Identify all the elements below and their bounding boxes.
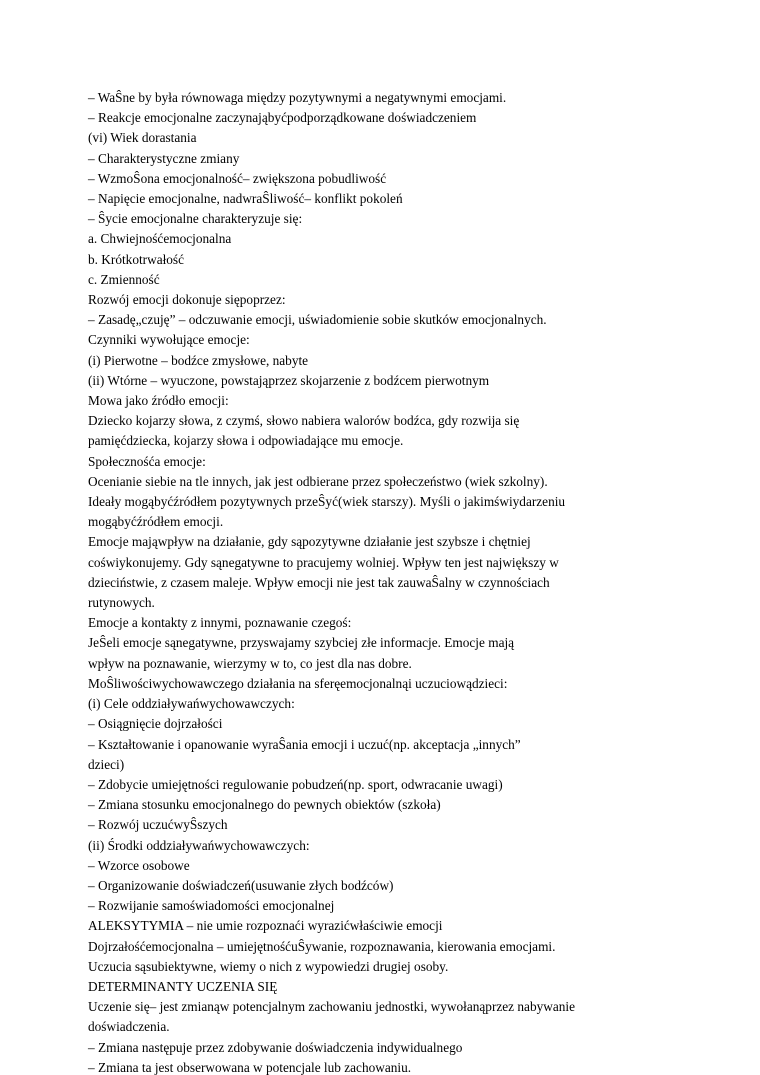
- text-line: – Kształtowanie i opanowanie wyraŜania emocji i uczuć(np. akceptacja „innych”: [88, 736, 521, 752]
- text-line: – Zmiana ta jest obserwowana w potencjale lub zachowaniu.: [88, 1059, 412, 1075]
- text-line: – WaŜne by była równowaga między pozytywnymi a negatywnymi emocjami.: [88, 90, 507, 105]
- text-line: – Zmiana stosunku emocjonalnego do pewnych obiektów (szkoła): [88, 797, 441, 813]
- text-line: a. Chwiejnośćemocjonalna: [88, 231, 232, 247]
- text-line: Emocje mająwpływ na działanie, gdy sąpozytywne działanie jest szybsze i chętniej: [88, 534, 531, 550]
- text-line: Ocenianie siebie na tle innych, jak jest odbierane przez społeczeństwo (wiek szkolny).: [88, 473, 548, 489]
- text-line: (ii) Wtórne – wyuczone, powstająprzez skojarzenie z bodźcem pierwotnym: [88, 372, 490, 388]
- text-line: – Rozwijanie samoświadomości emocjonalnej: [88, 898, 335, 914]
- text-line: Uczucia sąsubiektywne, wiemy o nich z wypowiedzi drugiej osoby.: [88, 958, 449, 974]
- text-line: (ii) Środki oddziaływańwychowawczych:: [88, 837, 310, 853]
- text-line: DETERMINANTY UCZENIA SIĘ: [88, 978, 278, 994]
- text-line: Ideały mogąbyćźródłem pozytywnych przeŜyć(wiek starszy). Myśli o jakimświydarzeniu: [88, 494, 566, 510]
- text-line: rutynowych.: [88, 595, 155, 611]
- text-line: – WzmoŜona emocjonalność– zwiększona pobudliwość: [88, 170, 387, 186]
- text-line: – Zmiana następuje przez zdobywanie doświadczenia indywidualnego: [88, 1039, 463, 1055]
- text-line: JeŜeli emocje sąnegatywne, przyswajamy szybciej złe informacje. Emocje mają: [88, 635, 515, 651]
- text-line: Społecznośća emocje:: [88, 453, 206, 469]
- text-line: – Charakterystyczne zmiany: [88, 150, 240, 166]
- text-line: (vi) Wiek dorastania: [88, 130, 197, 146]
- text-line: Dziecko kojarzy słowa, z czymś, słowo nabiera walorów bodźca, gdy rozwija się: [88, 413, 520, 429]
- text-line: – Zasadę„czuję” – odczuwanie emocji, uświadomienie sobie skutków emocjonalnych.: [88, 312, 547, 328]
- text-line: – Zdobycie umiejętności regulowanie pobudzeń(np. sport, odwracanie uwagi): [88, 776, 503, 792]
- text-line: (i) Cele oddziaływańwychowawczych:: [88, 696, 295, 712]
- text-line: – Ŝycie emocjonalne charakteryzuje się:: [88, 211, 303, 227]
- text-line: wpływ na poznawanie, wierzymy w to, co jest dla nas dobre.: [88, 655, 412, 671]
- text-line: b. Krótkotrwałość: [88, 251, 185, 267]
- text-line: Dojrzałośćemocjonalna – umiejętnośćuŜywanie, rozpoznawania, kierowania emocjami.: [88, 938, 556, 954]
- text-line: dzieci): [88, 756, 125, 772]
- text-line: – Wzorce osobowe: [88, 857, 190, 873]
- text-line: Czynniki wywołujące emocje:: [88, 332, 250, 348]
- text-line: c. Zmienność: [88, 271, 160, 287]
- text-line: pamięćdziecka, kojarzy słowa i odpowiadające mu emocje.: [88, 433, 404, 449]
- text-line: MoŜliwościwychowawczego działania na sferęemocjonalnąi uczuciowądzieci:: [88, 675, 508, 691]
- text-line: Emocje a kontakty z innymi, poznawanie czegoś:: [88, 615, 352, 631]
- text-line: Uczenie się– jest zmianąw potencjalnym zachowaniu jednostki, wywołanąprzez nabywanie: [88, 999, 575, 1015]
- text-line: doświadczenia.: [88, 1019, 170, 1035]
- text-line: – Napięcie emocjonalne, nadwraŜliwość– konflikt pokoleń: [88, 191, 403, 207]
- text-line: – Osiągnięcie dojrzałości: [88, 716, 223, 732]
- text-line: ALEKSYTYMIA – nie umie rozpoznaći wyrazićwłaściwie emocji: [88, 918, 443, 934]
- text-line: – Rozwój uczućwyŜszych: [88, 817, 228, 833]
- text-line: coświykonujemy. Gdy sąnegatywne to pracujemy wolniej. Wpływ ten jest największy w: [88, 554, 559, 570]
- text-line: mogąbyćźródłem emocji.: [88, 514, 224, 530]
- text-line: Rozwój emocji dokonuje siępoprzez:: [88, 292, 286, 308]
- document-text-block: [88, 88, 688, 1075]
- text-line: dzieciństwie, z czasem maleje. Wpływ emocji nie jest tak zauwaŜalny w czynnościach: [88, 574, 550, 590]
- text-line: – Reakcje emocjonalne zaczynająbyćpodporządkowane doświadczeniem: [88, 110, 477, 126]
- text-line: Mowa jako źródło emocji:: [88, 393, 229, 409]
- text-line: (i) Pierwotne – bodźce zmysłowe, nabyte: [88, 352, 309, 368]
- text-line: – Organizowanie doświadczeń(usuwanie złych bodźców): [88, 877, 394, 893]
